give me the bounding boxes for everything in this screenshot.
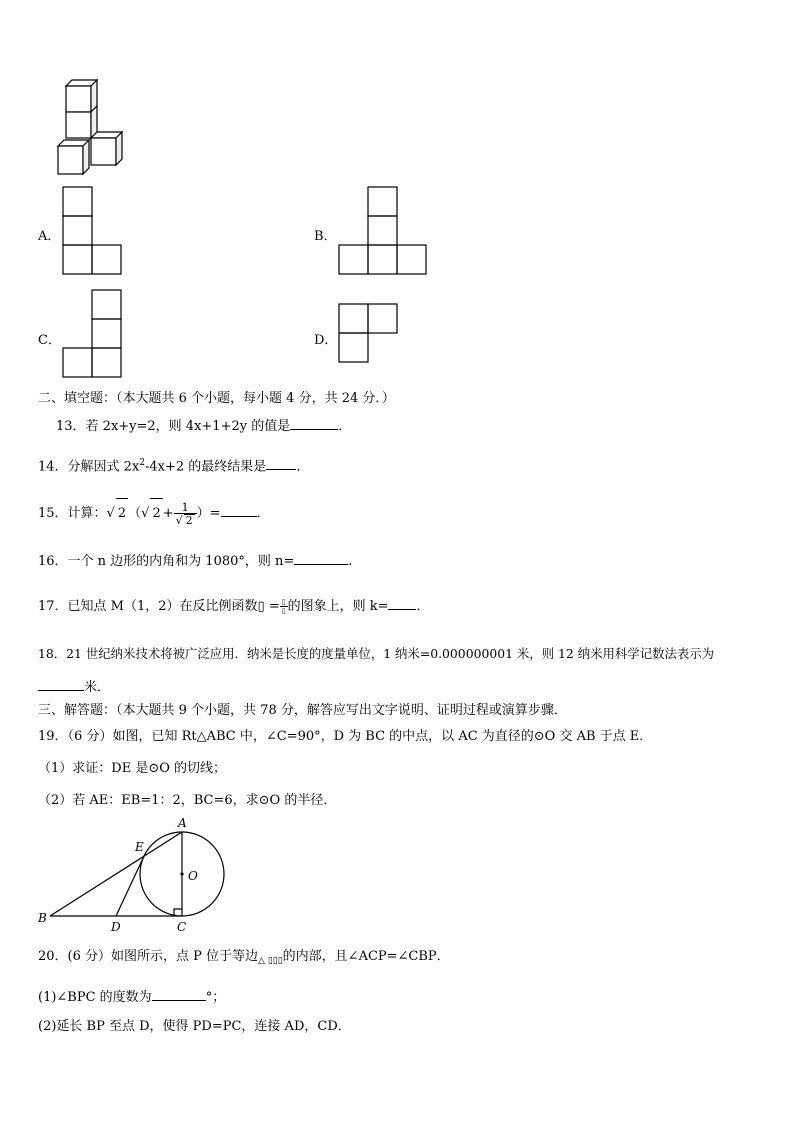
question-15 [38,498,270,529]
q15-sqrt-sign-2: √ [141,506,150,521]
q17-fraction-numerator: ▯ [281,598,286,606]
q20-answer-blank[interactable] [152,988,206,1001]
q20-p1: (1)∠BPC 的度数为 [38,990,152,1005]
q15-radicand-2: 2 [150,498,162,529]
question-19-part2: （2）若 AE：EB=1：2，BC=6，求⊙O 的半径． [38,793,337,808]
question-20-part1 [38,988,225,1006]
option-a-figure [62,186,124,276]
q15-fraction [174,502,197,526]
q14-pre: 14．分解因式 2x [38,459,140,475]
option-b-figure [338,186,430,276]
option-d-figure [338,303,400,365]
q17-fraction-denominator: ▯ [281,607,286,615]
cube-figure [50,78,140,178]
question-19: 19．（6 分）如图，已知 Rt△ABC 中，∠C=90°，D 为 BC 的中点，以 AC 为直径的⊙O 交 AB 于点 E． [38,729,653,744]
q15-radicand-3: 2 [185,513,193,527]
q16-answer-blank[interactable] [294,552,348,565]
q15-paren-close: ）= [196,506,221,521]
question-17 [38,596,430,618]
q15-answer-blank[interactable] [221,504,257,517]
label-d: D [111,920,121,934]
q17-fraction [280,598,288,615]
q16-end: . [348,554,353,569]
q17-answer-blank[interactable] [388,597,416,610]
question-18-line1: 18．21 世纪纳米技术将被广泛应用．纳米是长度的度量单位，1 纳米=0.000000001 米，则 12 纳米用科学记数法表示为 [38,646,715,661]
q18-answer-blank[interactable] [38,678,84,691]
label-b: B [38,911,47,925]
option-b-label: B． [314,229,337,244]
q17-pre: 17．已知点 M（1，2）在反比例函数 [38,599,258,614]
q17-post: 的图象上，则 k= [287,599,389,614]
q20-post: 的内部，且∠ACP=∠CBP． [282,949,450,964]
q14-post: -4x+2 的最终结果是 [145,459,267,475]
label-c: C [177,920,187,934]
question-14 [38,455,309,475]
question-16 [38,552,352,570]
q15-fraction-numerator: 1 [174,502,197,514]
q15-sqrt-sign-3: √ [175,513,183,527]
q17-glyph: ▯ = [257,599,280,614]
q20-p1-end: °； [205,990,226,1005]
q14-end: ． [296,459,310,475]
q13-end: ． [338,419,352,434]
question-18-line2 [38,678,110,696]
q13-answer-blank[interactable] [290,417,338,430]
question-20-part2: (2)延长 BP 至点 D，使得 PD=PC，连接 AD，CD． [38,1019,351,1034]
q20-triangle: △ ▯▯▯ [258,956,283,966]
option-c-figure [62,289,124,379]
q19-geometry-figure [34,812,234,937]
q17-end: ． [416,599,430,614]
label-a: A [178,816,187,830]
q15-pre: 15．计算： [38,506,107,521]
q16-text: 16．一个 n 边形的内角和为 1080°，则 n= [38,554,295,569]
q14-answer-blank[interactable] [266,457,296,470]
q14-exponent: 2 [139,458,146,468]
question-19-part1: （1）求证：DE 是⊙O 的切线； [38,761,226,776]
q15-paren-open: （ [128,506,142,521]
question-13 [56,417,351,435]
option-d-label: D． [314,333,338,348]
section2-heading: 二、填空题：（本大题共 6 个小题，每小题 4 分，共 24 分．） [38,391,395,406]
q20-pre: 20．(6 分）如图所示，点 P 位于等边 [38,949,259,964]
q18-end: 米． [84,680,111,695]
q15-plus: + [162,506,174,521]
label-e: E [135,840,144,854]
q15-fraction-denominator [174,514,197,526]
q13-text: 13．若 2x+y=2，则 4x+1+2y 的值是 [56,419,291,434]
q15-sqrt-sign-1: √ [106,506,115,521]
option-a-label: A． [38,229,61,244]
q15-radicand-1: 2 [116,498,128,529]
question-20 [38,949,450,969]
label-o: O [188,869,198,883]
option-c-label: C． [38,333,61,348]
q15-end: ． [256,506,270,521]
section3-heading: 三、解答题：（本大题共 9 个小题，共 78 分，解答应写出文字说明、证明过程或演算步骤． [38,703,567,718]
